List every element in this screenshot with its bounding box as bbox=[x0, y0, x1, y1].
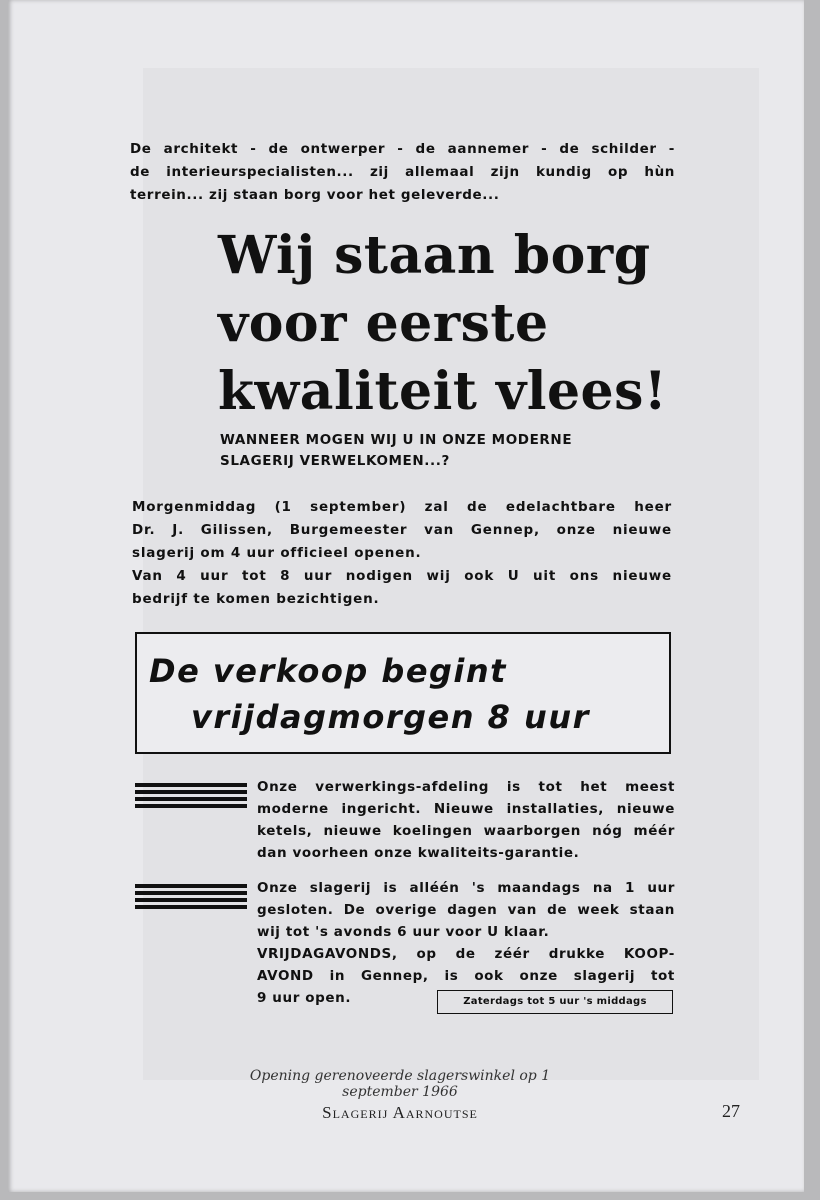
announcement-line: slagerij om 4 uur officieel openen. bbox=[132, 545, 422, 561]
paragraph-line: wij tot 's avonds 6 uur voor U klaar. bbox=[257, 924, 550, 940]
headline-line: kwaliteit vlees! bbox=[218, 361, 668, 422]
sale-start-box bbox=[135, 632, 671, 754]
paragraph-line: AVOND in Gennep, is ook onze slagerij tot bbox=[257, 968, 675, 984]
bar bbox=[135, 905, 247, 909]
headline-line: voor eerste bbox=[218, 293, 549, 354]
intro-line: De architekt - de ontwerper - de aannemer - de schilder - bbox=[130, 141, 675, 157]
paragraph-line: Onze verwerkings-afdeling is tot het meest bbox=[257, 779, 675, 795]
sale-box-line: vrijdagmorgen 8 uur bbox=[191, 698, 590, 736]
announcement-line: bedrijf te komen bezichtigen. bbox=[132, 591, 380, 607]
bar bbox=[135, 804, 247, 808]
photo-caption: Opening gerenoveerde slagerswinkel op 1 september 1966 bbox=[249, 1068, 551, 1100]
intro-line: terrein... zij staan borg voor het geleverde... bbox=[130, 187, 500, 203]
saturday-hours-box: Zaterdags tot 5 uur 's middags bbox=[437, 990, 673, 1014]
bar bbox=[135, 797, 247, 801]
opening-announcement bbox=[132, 496, 672, 611]
intro-line: de interieurspecialisten... zij allemaal zijn kundig op hùn bbox=[130, 164, 675, 180]
bar bbox=[135, 790, 247, 794]
subheading-line: WANNEER MOGEN WIJ U IN ONZE MODERNE bbox=[220, 432, 573, 448]
bar bbox=[135, 898, 247, 902]
paragraph-line: ketels, nieuwe koelingen waarborgen nóg méér bbox=[257, 823, 675, 839]
subheading-line: SLAGERIJ VERWELKOMEN...? bbox=[220, 453, 450, 469]
paragraph-line: moderne ingericht. Nieuwe installaties, nieuwe bbox=[257, 801, 675, 817]
bar bbox=[135, 891, 247, 895]
headline bbox=[218, 222, 688, 426]
page-number: 27 bbox=[722, 1101, 740, 1121]
bar bbox=[135, 884, 247, 888]
paragraph-line: 9 uur open. bbox=[257, 990, 352, 1006]
bar bbox=[135, 783, 247, 787]
paragraph-line: Onze slagerij is alléén 's maandags na 1 uur bbox=[257, 880, 675, 896]
subheading bbox=[220, 430, 680, 472]
decorative-bars bbox=[135, 884, 247, 912]
announcement-line: Dr. J. Gilissen, Burgemeester van Gennep, onze nieuwe bbox=[132, 522, 672, 538]
sale-box-line: De verkoop begint bbox=[149, 652, 507, 690]
paragraph-line: dan voorheen onze kwaliteits-garantie. bbox=[257, 845, 580, 861]
decorative-bars bbox=[135, 783, 247, 811]
processing-paragraph bbox=[257, 776, 675, 864]
paragraph-line: gesloten. De overige dagen van de week staan bbox=[257, 902, 675, 918]
intro-text bbox=[130, 138, 675, 207]
paragraph-line: VRIJDAGAVONDS, op de zéér drukke KOOP- bbox=[257, 946, 675, 962]
announcement-line: Van 4 uur tot 8 uur nodigen wij ook U uit ons nieuwe bbox=[132, 568, 672, 584]
running-footer-title: Slagerij Aarnoutse bbox=[322, 1103, 478, 1122]
announcement-line: Morgenmiddag (1 september) zal de edelachtbare heer bbox=[132, 499, 672, 515]
headline-line: Wij staan borg bbox=[218, 225, 651, 286]
